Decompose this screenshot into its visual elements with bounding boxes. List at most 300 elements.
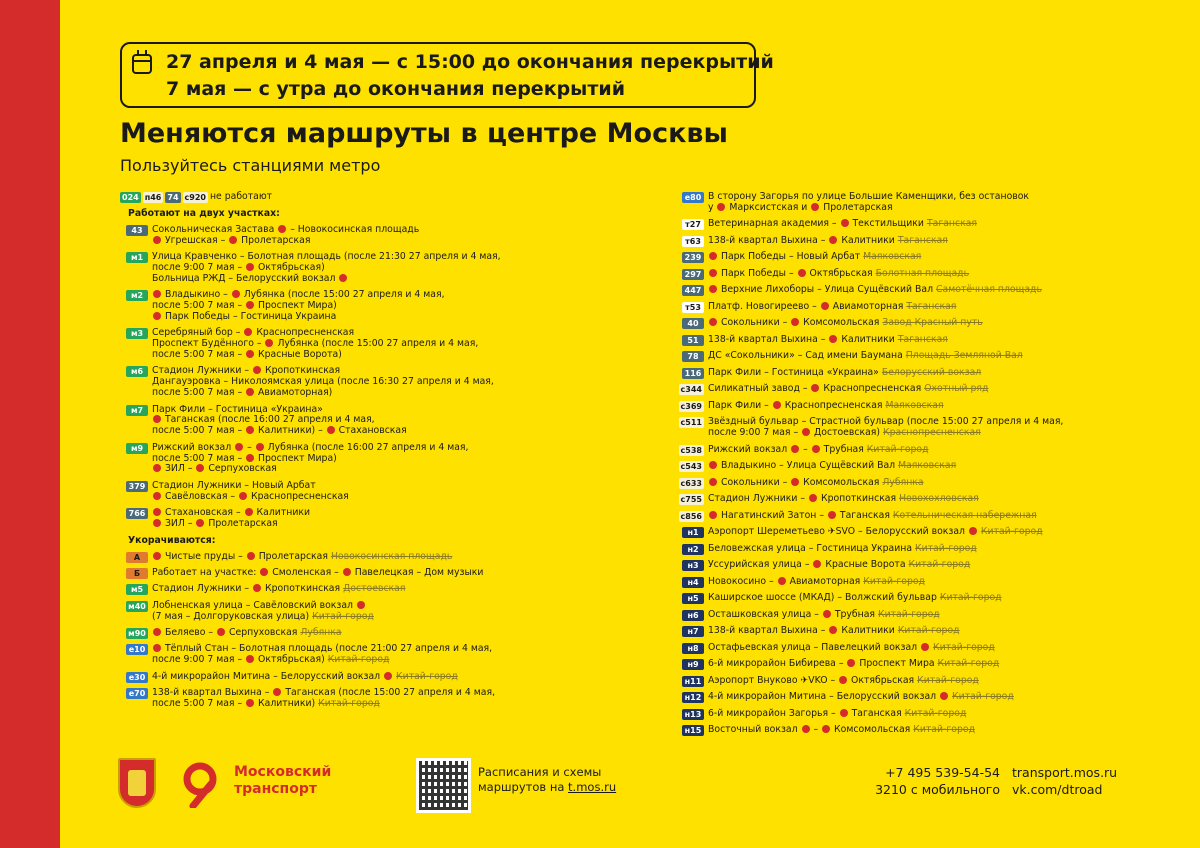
route-cell (674, 318, 708, 329)
route-badge: е80 (682, 192, 704, 203)
route-row (118, 290, 638, 323)
route-description (152, 552, 638, 563)
route-cell (118, 225, 152, 247)
metro-icon (244, 328, 252, 336)
side-red-bar (0, 0, 60, 848)
cancelled-stop: Китай-город (904, 707, 967, 719)
route-line: Стахановская – Калитники (152, 508, 638, 519)
metro-icon (940, 692, 948, 700)
route-description (708, 725, 1114, 736)
route-description (152, 644, 638, 666)
cancelled-stop: Китай-город (866, 443, 929, 455)
route-line: Аэропорт Шереметьево ✈SVO – Белорусский вокзал Китай-город (708, 526, 1043, 538)
metro-icon (153, 492, 161, 500)
route-description (708, 577, 1114, 588)
website-link[interactable]: transport.mos.ru (1012, 765, 1118, 780)
cancelled-stop: Самотёчная площадь (936, 284, 1042, 296)
cancelled-stop: Маяковская (863, 251, 922, 263)
cancelled-stop: Новохохловская (899, 493, 979, 505)
route-row (674, 219, 1114, 230)
left-column (118, 192, 638, 715)
route-cell (118, 688, 152, 710)
route-row (674, 445, 1114, 456)
cancelled-stop: Достоевская (343, 583, 406, 595)
cancelled-stop: Китай-город (917, 674, 979, 686)
route-line: Сокольники – Комсомольская Лубянка (708, 478, 1114, 489)
route-row (118, 481, 638, 503)
route-badge: А (126, 552, 148, 563)
metro-icon (327, 426, 335, 434)
route-row (674, 335, 1114, 346)
route-row (674, 368, 1114, 379)
phone-number[interactable]: +7 495 539-54-54 (885, 765, 1000, 780)
route-line: Больница РЖД – Белорусский вокзал (152, 274, 638, 285)
date-banner (120, 42, 774, 108)
route-badge: м6 (126, 366, 148, 377)
metro-icon (339, 274, 347, 282)
route-line: Беловежская улица – Гостиница Украина Китай-город (708, 542, 977, 554)
route-badge: 297 (682, 269, 704, 280)
cancelled-stop: Китай-город (312, 610, 374, 622)
route-row (674, 384, 1114, 395)
metro-icon (811, 203, 819, 211)
metro-icon (778, 577, 786, 585)
cancelled-stop: Охотный ряд (924, 383, 989, 395)
metro-icon (153, 312, 161, 320)
route-line: после 5:00 7 мая – Красные Ворота) (152, 349, 342, 361)
cancelled-stop: Таганская (897, 234, 948, 246)
route-cell (674, 709, 708, 720)
metro-icon (153, 644, 161, 652)
route-line: Парк Фили – Гостиница «Украина» Белорусский вокзал (708, 366, 982, 378)
cancelled-stop: Китай-город (937, 658, 1000, 670)
route-badge: т63 (682, 236, 704, 247)
metro-icon (809, 494, 817, 502)
route-badge: м1 (126, 252, 148, 263)
route-cell (674, 445, 708, 456)
route-line: Парк Победы – Октябрьская Болотная площадь (708, 269, 1114, 280)
route-row (118, 568, 638, 579)
route-row (118, 601, 638, 623)
route-badge: 024 (122, 193, 139, 202)
metro-icon (273, 688, 281, 696)
route-row (118, 252, 638, 285)
route-row (674, 659, 1114, 670)
route-line: Каширское шоссе (МКАД) – Волжский бульвар Китай-город (708, 592, 1002, 604)
metro-icon (245, 508, 253, 516)
metro-icon (246, 426, 254, 434)
banner-line-1: 27 апреля и 4 мая — с 15:00 до окончания перекрытий (166, 51, 774, 73)
route-cell (118, 508, 152, 530)
route-description (708, 494, 1114, 505)
cancelled-stop: Китай-город (396, 670, 458, 682)
route-line: Стадион Лужники – Новый Арбат (152, 479, 316, 491)
route-row (118, 443, 638, 476)
qr-code-icon[interactable] (416, 758, 471, 813)
schedule-info (478, 765, 616, 795)
route-cell (674, 461, 708, 472)
route-row (674, 593, 1114, 604)
cancelled-stop: Китай-город (897, 625, 960, 637)
metro-icon (823, 610, 831, 618)
route-row (118, 508, 638, 530)
route-description (152, 688, 638, 710)
metro-icon (921, 643, 929, 651)
route-description (708, 643, 1114, 654)
metro-icon (246, 350, 254, 358)
route-cell (674, 643, 708, 654)
schedule-line-1: Расписания и схемы (478, 765, 602, 779)
brand-line-1: Московский (234, 764, 332, 780)
metro-icon (709, 252, 717, 260)
route-badge: 74 (167, 193, 179, 202)
route-row (674, 626, 1114, 637)
route-line: Парк Фили – Гостиница «Украина» (152, 403, 323, 415)
route-cell (118, 443, 152, 476)
route-row (674, 676, 1114, 687)
metro-icon (813, 560, 821, 568)
metro-icon (153, 464, 161, 472)
route-row (674, 417, 1114, 439)
route-badge: 239 (682, 252, 704, 263)
metro-icon (839, 676, 847, 684)
route-cell (674, 560, 708, 571)
metro-icon (357, 601, 365, 609)
route-line: Уссурийская улица – Красные Ворота Китай-город (708, 559, 971, 571)
route-row (674, 577, 1114, 588)
route-row (674, 692, 1114, 703)
metro-icon (717, 203, 725, 211)
metro-icon (811, 384, 819, 392)
route-row (674, 478, 1114, 489)
route-cell (674, 593, 708, 604)
route-line: Осташковская улица – Трубная Китай-город (708, 608, 940, 620)
metro-icon (239, 492, 247, 500)
route-description (152, 225, 638, 247)
metro-icon (253, 366, 261, 374)
cancelled-stop: Котельническая набережная (892, 509, 1037, 521)
metro-icon (247, 552, 255, 560)
cancelled-stop: Китай-город (952, 691, 1014, 703)
metro-icon (229, 236, 237, 244)
route-badge: 379 (126, 481, 148, 492)
metro-icon (246, 388, 254, 396)
route-cell (118, 252, 152, 285)
route-line: Проспект Будённого – Лубянка (после 15:00 27 апреля и 4 мая, (152, 338, 479, 350)
route-line: ДС «Сокольники» – Сад имени Баумана Площадь Земляной Вал (708, 350, 1023, 362)
route-line: Нагатинский Затон – Таганская Котельническая набережная (708, 511, 1114, 522)
route-line: Звёздный бульвар – Страстной бульвар (после 15:00 27 апреля и 4 мая, (708, 416, 1064, 428)
route-description (708, 593, 1114, 604)
not-working-row (120, 192, 638, 203)
route-line: Аэропорт Внуково ✈VKO – Октябрьская Китай-город (708, 674, 979, 686)
metro-icon (153, 628, 161, 636)
route-description (708, 527, 1114, 538)
route-description (708, 269, 1114, 280)
route-badge: е30 (126, 672, 148, 683)
route-line: 4-й микрорайон Митина – Белорусский вокзал Китай-город (152, 670, 458, 682)
vk-link[interactable]: vk.com/dtroad (1012, 782, 1103, 797)
route-cell (674, 252, 708, 263)
route-line: (7 мая – Долгоруковская улица) Китай-город (152, 610, 374, 622)
route-description (708, 351, 1114, 362)
route-line: Лобненская улица – Савёловский вокзал (152, 601, 638, 612)
metro-icon (709, 318, 717, 326)
route-description (708, 384, 1114, 395)
two-sections-list (118, 225, 638, 530)
route-description (708, 252, 1114, 263)
route-badge: н7 (682, 626, 704, 637)
route-line: после 5:00 7 мая – Калитники) – Стахановская (152, 425, 407, 437)
metro-icon (709, 478, 717, 486)
route-cell (118, 584, 152, 595)
route-description (152, 405, 638, 438)
cancelled-stop: Китай-город (933, 641, 995, 653)
route-description (708, 626, 1114, 637)
route-description (708, 445, 1114, 456)
route-badge: н8 (682, 643, 704, 654)
route-line: Угрешская – Пролетарская (152, 236, 638, 247)
metro-icon (278, 225, 286, 233)
route-description (708, 544, 1114, 555)
route-description (708, 692, 1114, 703)
metro-icon (246, 699, 254, 707)
route-badge: н2 (682, 544, 704, 555)
route-cell (674, 494, 708, 505)
route-description (152, 443, 638, 476)
calendar-icon (132, 54, 152, 74)
route-line: Ветеринарная академия – Текстильщики Таганская (708, 218, 977, 230)
route-description (152, 584, 638, 595)
route-line: после 5:00 7 мая – Калитники) Китай-город (152, 697, 380, 709)
route-badge: с856 (680, 511, 702, 521)
route-badge: м7 (126, 405, 148, 416)
metro-icon (153, 415, 161, 423)
cancelled-stop: Китай-город (913, 724, 975, 736)
route-line: Владыкино – Лубянка (после 15:00 27 апреля и 4 мая, (152, 290, 638, 301)
route-row (674, 269, 1114, 280)
cancelled-stop: Белорусский вокзал (881, 366, 982, 378)
brand-line-2: транспорт (234, 781, 317, 797)
cancelled-stop: Лубянка (300, 627, 342, 639)
route-line: Стадион Лужники – Кропоткинская (152, 365, 341, 377)
route-line: Парк Фили – Краснопресненская Маяковская (708, 399, 944, 411)
route-line: Силикатный завод – Краснопресненская Охотный ряд (708, 383, 989, 395)
schedule-line-2 (478, 780, 616, 795)
route-badge: 40 (682, 318, 704, 329)
route-line: Рижский вокзал – Лубянка (после 16:00 27 апреля и 4 мая, (152, 441, 469, 453)
route-line: 6-й микрорайон Бибирева – Проспект Мира Китай-город (708, 658, 1000, 670)
metro-icon (153, 290, 161, 298)
cancelled-stop: Завод Красный путь (882, 317, 983, 329)
metro-icon (384, 672, 392, 680)
cancelled-stop: Новокосинская площадь (330, 550, 453, 562)
route-row (674, 709, 1114, 720)
shortened-list (118, 552, 638, 710)
route-description (708, 401, 1114, 412)
cancelled-stop: Таганская (897, 333, 948, 345)
route-row (674, 511, 1114, 522)
route-row (674, 318, 1114, 329)
route-line: Чистые пруды – Пролетарская Новокосинская площадь (152, 552, 638, 563)
route-line: Платф. Новогиреево – Авиамоторная Таганская (708, 300, 957, 312)
route-line: после 9:00 7 мая – Достоевская) Краснопресненская (708, 427, 981, 439)
route-description (708, 610, 1114, 621)
route-cell (118, 628, 152, 639)
route-line: Беляево – Серпуховская Лубянка (152, 628, 638, 639)
schedule-link[interactable]: t.mos.ru (568, 780, 617, 794)
cancelled-stop: Китай-город (915, 542, 977, 554)
route-cell (118, 644, 152, 666)
not-working-text: не работают (209, 191, 273, 203)
route-row (674, 527, 1114, 538)
page-title: Меняются маршруты в центре Москвы (120, 118, 728, 149)
metro-icon (217, 628, 225, 636)
route-description (152, 252, 638, 285)
route-line: Сокольническая Застава – Новокосинская площадь (152, 223, 420, 235)
route-row (118, 366, 638, 399)
route-cell (674, 285, 708, 296)
route-badge: м9 (126, 443, 148, 454)
route-badge: с369 (680, 401, 702, 411)
cancelled-stop: Китай-город (877, 608, 940, 620)
cancelled-stop: Площадь Земляной Вал (905, 350, 1023, 362)
route-line: Остафьевская улица – Павелецкий вокзал Китай-город (708, 641, 995, 653)
route-badge: н1 (682, 527, 704, 538)
route-badge: м5 (126, 584, 148, 595)
route-description (708, 461, 1114, 472)
mobile-number[interactable]: 3210 с мобильного (875, 782, 1000, 797)
route-row (118, 584, 638, 595)
cancelled-stop: Краснопресненская (883, 427, 981, 439)
metro-icon (822, 725, 830, 733)
route-badge: н11 (682, 676, 704, 687)
metro-icon (246, 655, 254, 663)
route-badge: с755 (680, 495, 702, 505)
route-cell (674, 527, 708, 538)
right-route-list (674, 192, 1114, 736)
route-badge: с633 (680, 478, 702, 488)
route-description (708, 511, 1114, 522)
route-description (708, 335, 1114, 346)
metro-icon (265, 339, 273, 347)
metro-icon (260, 568, 268, 576)
route-line: Сокольники – Комсомольская Завод Красный путь (708, 318, 1114, 329)
route-line: после 5:00 7 мая – Авиамоторная) (152, 387, 333, 399)
metro-icon (791, 318, 799, 326)
route-row (674, 610, 1114, 621)
route-row (674, 494, 1114, 505)
route-row (674, 725, 1114, 736)
route-cell (674, 236, 708, 247)
metro-icon (812, 445, 820, 453)
route-description (708, 709, 1114, 720)
route-line: 138-й квартал Выхина – Таганская (после 15:00 27 апреля и 4 мая, (152, 687, 496, 699)
route-badge: Б (126, 568, 148, 579)
shortened-label: Укорачиваются: (128, 534, 216, 546)
right-column (674, 192, 1114, 742)
metro-icon (828, 511, 836, 519)
metro-icon (235, 443, 243, 451)
route-badge: н13 (682, 709, 704, 720)
route-cell (118, 290, 152, 323)
route-row (674, 643, 1114, 654)
page-subtitle: Пользуйтесь станциями метро (120, 156, 381, 175)
metro-icon (829, 335, 837, 343)
metro-icon (773, 401, 781, 409)
route-line: после 5:00 7 мая – Проспект Мира) (152, 452, 337, 464)
route-cell (674, 335, 708, 346)
route-badge: м90 (126, 628, 148, 639)
route-cell (674, 478, 708, 489)
route-cell (674, 351, 708, 362)
two-sections-label: Работают на двух участках: (128, 208, 280, 219)
route-description (152, 508, 638, 530)
route-row (674, 560, 1114, 571)
cancelled-stop: Маяковская (898, 460, 957, 472)
route-cell (674, 577, 708, 588)
route-badge: 766 (126, 508, 148, 519)
route-badge: н6 (682, 610, 704, 621)
route-line: Дангауэровка – Николоямская улица (после 16:30 27 апреля и 4 мая, (152, 376, 494, 388)
route-badge: е70 (126, 688, 148, 699)
route-badge: 447 (682, 285, 704, 296)
route-description (152, 628, 638, 639)
route-description (152, 366, 638, 399)
route-badge: м2 (126, 290, 148, 301)
metro-icon (246, 263, 254, 271)
phone-info (860, 764, 1000, 798)
cancelled-stop: Китай-город (863, 575, 925, 587)
route-line: Савёловская – Краснопресненская (152, 492, 638, 503)
metro-icon (153, 508, 161, 516)
cancelled-stop: Маяковская (885, 399, 944, 411)
route-badge: н9 (682, 659, 704, 670)
route-line: В сторону Загорья по улице Большие Каменщики, без остановок (708, 191, 1030, 202)
route-description (708, 676, 1114, 687)
route-description (708, 236, 1114, 247)
route-row (674, 544, 1114, 555)
route-description (152, 672, 638, 683)
route-row (118, 552, 638, 563)
route-cell (118, 672, 152, 683)
route-badge: е10 (126, 644, 148, 655)
route-row (118, 225, 638, 247)
cancelled-stop: Китай-город (318, 697, 380, 709)
route-description (152, 481, 638, 503)
route-cell (674, 610, 708, 621)
metro-icon (791, 478, 799, 486)
metro-icon (246, 301, 254, 309)
route-badge: п46 (144, 193, 162, 202)
route-row (118, 405, 638, 438)
route-line: Таганская (после 16:00 27 апреля и 4 мая, (152, 415, 638, 426)
route-badge: м3 (126, 328, 148, 339)
route-badge: с511 (680, 418, 702, 428)
metro-icon (840, 709, 848, 717)
route-description (152, 568, 638, 579)
metro-icon (232, 290, 240, 298)
route-cell (674, 302, 708, 313)
cancelled-stop: Лубянка (882, 476, 924, 488)
route-badge: с344 (680, 385, 702, 395)
metro-icon (802, 725, 810, 733)
route-line: Тёплый Стан – Болотная площадь (после 21:00 27 апреля и 4 мая, (152, 644, 638, 655)
route-cell (674, 544, 708, 555)
metro-icon (841, 219, 849, 227)
route-line: ЗИЛ – Серпуховская (152, 464, 638, 475)
route-description (152, 328, 638, 361)
